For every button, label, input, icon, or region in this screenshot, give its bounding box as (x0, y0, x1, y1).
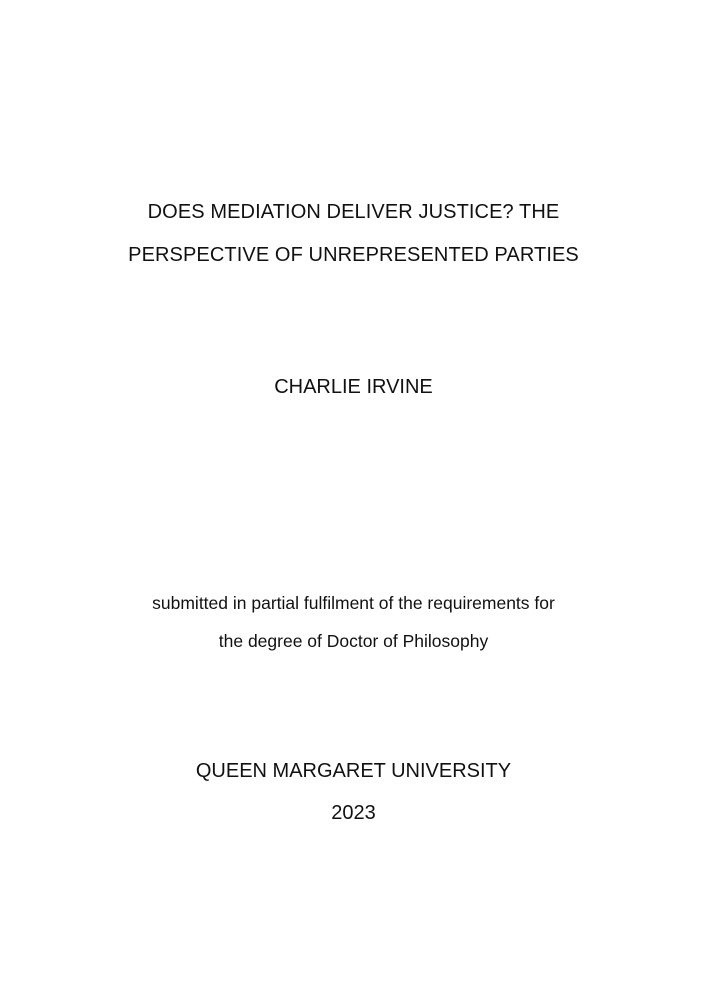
thesis-title-line-1: DOES MEDIATION DELIVER JUSTICE? THE (147, 201, 560, 223)
author-name: CHARLIE IRVINE (274, 376, 433, 398)
submission-statement-line-2: the degree of Doctor of Philosophy (218, 631, 489, 651)
submission-statement-line-1: submitted in partial fulfilment of the requirements for (152, 593, 555, 613)
thesis-title-line-2: PERSPECTIVE OF UNREPRESENTED PARTIES (128, 244, 579, 266)
institution-name: QUEEN MARGARET UNIVERSITY (195, 760, 512, 782)
submission-year: 2023 (331, 802, 376, 824)
